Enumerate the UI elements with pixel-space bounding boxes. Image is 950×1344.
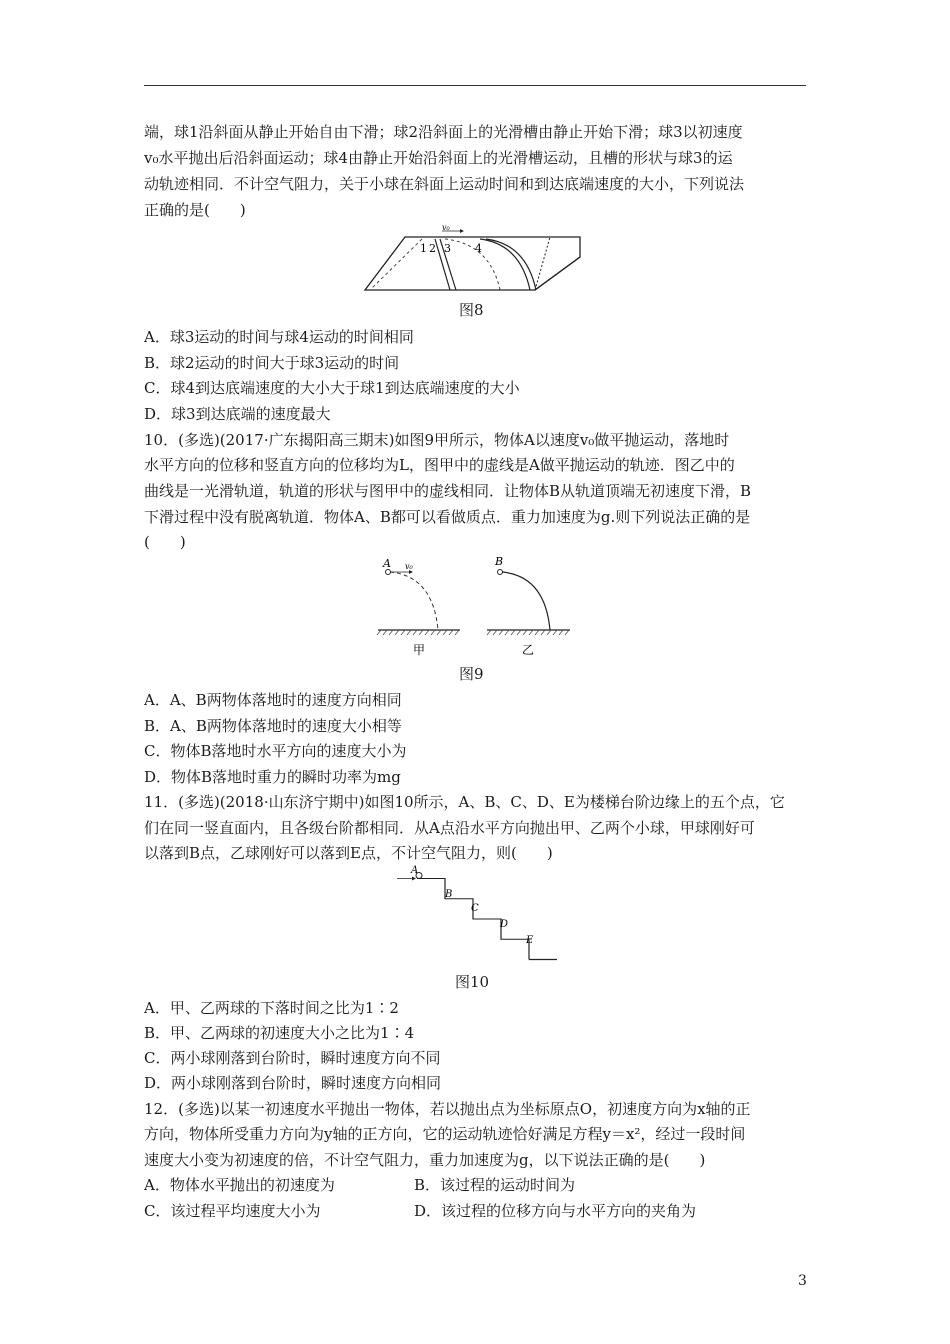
fig9-label-b: B xyxy=(495,555,504,568)
fig9-label-a: A xyxy=(383,557,391,570)
q9-stem-line-3: 动轨迹相同．不计空气阻力，关于小球在斜面上运动时间和到达底端速度的大小，下列说法 xyxy=(144,175,745,193)
fig8-label-1: 1 xyxy=(420,242,427,255)
page-number: 3 xyxy=(798,1273,807,1289)
q12-option-c: C．该过程平均速度大小为 xyxy=(144,1202,321,1220)
fig9-sub-yi: 乙 xyxy=(522,643,535,657)
q12-stem-line-1: 12．(多选)以某一初速度水平抛出一物体，若以抛出点为坐标原点O，初速度方向为x轴的正 xyxy=(144,1100,751,1118)
fig9-sub-jia: 甲 xyxy=(413,643,426,657)
header-rule xyxy=(144,85,806,86)
q11-option-d: D．两小球刚落到台阶时，瞬时速度方向相同 xyxy=(144,1074,442,1092)
q11-stem-line-1: 11．(多选)(2018·山东济宁期中)如图10所示，A、B、C、D、E为楼梯台阶边缘上的五个点，它 xyxy=(144,793,785,811)
figure-10-caption: 图10 xyxy=(455,973,490,991)
q12-option-b: B．该过程的运动时间为 xyxy=(414,1176,576,1194)
q12-option-a: A．物体水平抛出的初速度为 xyxy=(144,1176,335,1194)
figure-9-trajectories xyxy=(375,552,575,662)
q12-stem-line-3: 速度大小变为初速度的倍，不计空气阻力，重力加速度为g，以下说法正确的是( ) xyxy=(144,1151,706,1169)
fig8-label-4: 4 xyxy=(475,242,482,255)
q10-stem-line-5: ( ) xyxy=(144,533,186,551)
q11-option-c: C．两小球刚落到台阶时，瞬时速度方向不同 xyxy=(144,1049,441,1067)
q10-stem-line-3: 曲线是一光滑轨道，轨道的形状与图甲中的虚线相同．让物体B从轨道顶端无初速度下滑，B xyxy=(144,482,752,500)
q12-stem-line-2: 方向，物体所受重力方向为y轴的正方向，它的运动轨迹恰好满足方程y＝x²，经过一段时间 xyxy=(144,1125,746,1143)
q9-option-d: D．球3到达底端的速度最大 xyxy=(144,405,331,423)
q10-option-b: B．A、B两物体落地时的速度大小相等 xyxy=(144,717,402,735)
figure-10-stairs xyxy=(395,865,565,967)
q12-option-d: D．该过程的位移方向与水平方向的夹角为 xyxy=(414,1202,697,1220)
q9-option-a: A．球3运动的时间与球4运动的时间相同 xyxy=(144,328,414,346)
fig10-point-b: B xyxy=(445,889,453,900)
q11-stem-line-2: 们在同一竖直面内，且各级台阶都相同．从A点沿水平方向抛出甲、乙两个小球，甲球刚好可 xyxy=(144,819,755,837)
fig10-point-d: D xyxy=(500,919,509,930)
figure-8-incline xyxy=(360,222,590,297)
q10-stem-line-1: 10．(多选)(2017·广东揭阳高三期末)如图9甲所示，物体A以速度v₀做平抛运动，落地时 xyxy=(144,431,730,449)
figure-9-caption: 图9 xyxy=(459,665,484,683)
fig10-point-a: A xyxy=(411,865,419,876)
q10-option-a: A．A、B两物体落地时的速度方向相同 xyxy=(144,691,402,709)
fig10-point-e: E xyxy=(526,935,534,946)
q9-option-c: C．球4到达底端速度的大小大于球1到达底端速度的大小 xyxy=(144,379,520,397)
q9-stem-line-2: v₀水平抛出后沿斜面运动；球4由静止开始沿斜面上的光滑槽运动，且槽的形状与球3的运 xyxy=(144,149,733,167)
q11-option-b: B．甲、乙两球的初速度大小之比为1∶4 xyxy=(144,1024,415,1042)
fig10-point-c: C xyxy=(471,903,479,914)
q10-option-c: C．物体B落地时水平方向的速度大小为 xyxy=(144,742,407,760)
q10-stem-line-2: 水平方向的位移和竖直方向的位移均为L，图甲中的虚线是A做平抛运动的轨迹．图乙中的 xyxy=(144,456,735,474)
q10-stem-line-4: 下滑过程中没有脱离轨道．物体A、B都可以看做质点．重力加速度为g.则下列说法正确的是 xyxy=(144,508,751,526)
q11-stem-line-3: 以落到B点，乙球刚好可以落到E点，不计空气阻力，则( ) xyxy=(144,844,553,862)
fig8-label-2: 2 xyxy=(429,242,436,255)
q10-option-d: D．物体B落地时重力的瞬时功率为mg xyxy=(144,768,401,786)
figure-8-caption: 图8 xyxy=(459,301,484,319)
fig8-label-3: 3 xyxy=(444,242,451,255)
fig8-v0-label: v₀ xyxy=(442,223,450,232)
fig9-v0-label: v₀ xyxy=(405,562,413,571)
q9-stem-line-1: 端，球1沿斜面从静止开始自由下滑；球2沿斜面上的光滑槽由静止开始下滑；球3以初速度 xyxy=(144,123,743,141)
q9-stem-line-4: 正确的是( ) xyxy=(144,201,246,219)
q11-option-a: A．甲、乙两球的下落时间之比为1∶2 xyxy=(144,999,399,1017)
q9-option-b: B．球2运动的时间大于球3运动的时间 xyxy=(144,354,400,372)
